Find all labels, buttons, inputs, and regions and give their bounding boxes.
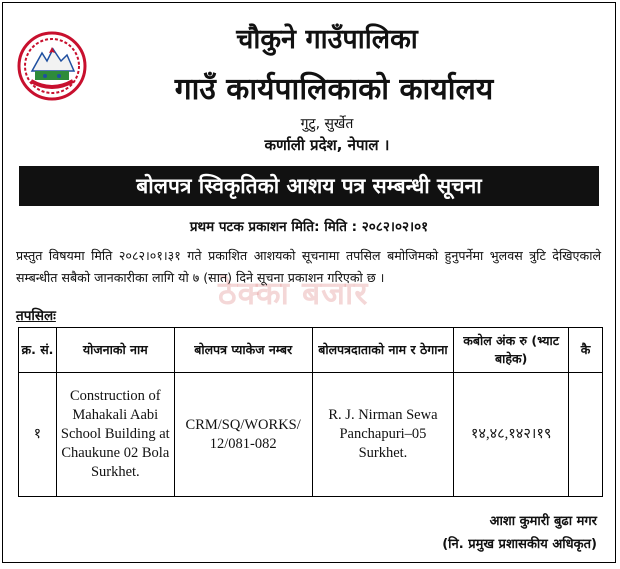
col-header-project: योजनाको नाम xyxy=(56,328,174,373)
cell-remarks xyxy=(569,373,603,497)
office-name: गाउँ कार्यपालिकाको कार्यालय xyxy=(174,72,494,107)
org-name: चौकुने गाउँपालिका xyxy=(236,24,418,55)
nepal-emblem-icon xyxy=(17,31,87,101)
office-province: कर्णाली प्रदेश, नेपाल । xyxy=(264,136,390,154)
cell-amount: १४,४८,१४२।१९ xyxy=(454,373,569,497)
cell-bidder: R. J. Nirman Sewa Panchapuri–05 Surkhet. xyxy=(312,373,454,497)
table-row xyxy=(19,373,603,497)
col-header-amount: कबोल अंक रु (भ्याट बाहेक) xyxy=(454,328,569,373)
cell-project: Construction of Mahakali Aabi School Building at Chaukune 02 Bola Surkhet. xyxy=(56,373,174,497)
col-header-remarks: कै xyxy=(569,328,603,373)
col-header-sn: क्र. सं. xyxy=(19,328,57,373)
table-header-row xyxy=(19,328,603,373)
cell-sn: १ xyxy=(19,373,57,497)
table-caption: तपसिलः xyxy=(16,308,56,324)
watermark: ठेक्का बजार xyxy=(218,274,369,312)
cell-package: CRM/SQ/WORKS/ 12/081-082 xyxy=(174,373,312,497)
publication-date: प्रथम पटक प्रकाशन मिति: मिति : २०८२।०२।०१ xyxy=(189,219,429,235)
notice-body: प्रस्तुत विषयमा मिति २०८२।०१।३१ गते प्रकाशित आशयको सूचनामा तपसिल बमोजिमको हुनुपर्नेमा भुलवस त्रुटि देखिएकाले सम्बन्धीत सबैको जानकारीका लागि यो ७ (सात) दिने सूचना प्रकाशन गरिएको छ । xyxy=(16,248,601,285)
office-location: गुटु, सुर्खेत xyxy=(300,116,354,132)
col-header-bidder: बोलपत्रदाताको नाम र ठेगाना xyxy=(312,328,454,373)
notice-title: बोलपत्र स्विकृतिको आशय पत्र सम्बन्धी सूचना xyxy=(19,166,599,206)
signatory-title: (नि. प्रमुख प्रशासकीय अधिकृत) xyxy=(442,537,597,552)
signatory-name: आशा कुमारी बुढा मगर xyxy=(489,514,597,529)
bid-table xyxy=(18,327,603,497)
col-header-package: बोलपत्र प्याकेज नम्बर xyxy=(174,328,312,373)
notice-page xyxy=(2,2,616,563)
